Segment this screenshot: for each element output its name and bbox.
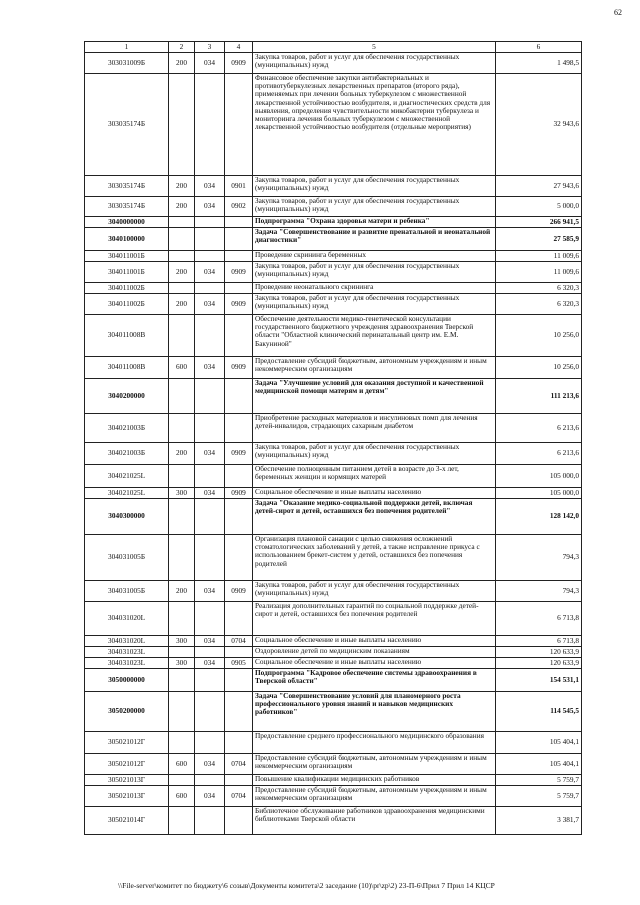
description-cell: Закупка товаров, работ и услуг для обеспечения государственных (муниципальных) нужд: [253, 176, 496, 197]
amount-cell: 6 213,6: [496, 443, 582, 465]
code-cell: 304021025L: [85, 488, 169, 499]
type-cell: [169, 465, 195, 488]
description-cell: Подпрограмма "Охрана здоровья матери и ребенка": [253, 217, 496, 228]
section-cell: [225, 379, 253, 414]
type-cell: [169, 283, 195, 294]
amount-cell: 27 943,6: [496, 176, 582, 197]
admin-cell: [195, 499, 225, 535]
section-cell: [225, 465, 253, 488]
amount-cell: 105 404,1: [496, 754, 582, 775]
description-cell: Предоставление субсидий бюджетным, автономным учреждениям и иным некоммерческим организациям: [253, 786, 496, 807]
type-cell: 200: [169, 176, 195, 197]
table-row: [85, 807, 582, 835]
type-cell: 200: [169, 53, 195, 74]
section-cell: [225, 732, 253, 754]
admin-cell: [195, 669, 225, 692]
type-cell: 600: [169, 754, 195, 775]
type-cell: [169, 414, 195, 443]
section-cell: [225, 775, 253, 786]
description-cell: Финансовое обеспечение закупки антибактериальных и противотуберкулезных лекарственных препаратов (второго ряда), применяемых при лечении больных туберкулезом с множественной лекарственной устойчивостью возбудителя, и диагностических средств для выявления, определения чувствительности микобактерии туберкулеза и мониторинга лечения больных туберкулезом с множественной лекарственной устойчивостью возбудителя (отдельные мероприятия): [253, 74, 496, 176]
admin-cell: 034: [195, 636, 225, 647]
table-row: [85, 465, 582, 488]
amount-cell: 5 759,7: [496, 786, 582, 807]
type-cell: 200: [169, 262, 195, 283]
admin-cell: [195, 74, 225, 176]
description-cell: Реализация дополнительных гарантий по социальной поддержке детей-сирот и детей, оставшихся без попечения родителей: [253, 602, 496, 636]
section-cell: 0909: [225, 488, 253, 499]
table-row: [85, 283, 582, 294]
type-cell: [169, 807, 195, 835]
type-cell: 200: [169, 443, 195, 465]
type-cell: [169, 379, 195, 414]
table-row: [85, 74, 582, 176]
section-cell: 0909: [225, 581, 253, 602]
section-cell: [225, 217, 253, 228]
table-row: [85, 379, 582, 414]
section-cell: [225, 807, 253, 835]
admin-cell: 034: [195, 357, 225, 379]
type-cell: [169, 647, 195, 658]
type-cell: [169, 74, 195, 176]
description-cell: Проведение скрининга беременных: [253, 251, 496, 262]
description-cell: Задача "Улучшение условий для оказания доступной и качественной медицинской помощи матерям и детям": [253, 379, 496, 414]
type-cell: [169, 692, 195, 732]
amount-cell: 794,3: [496, 581, 582, 602]
section-cell: 0909: [225, 443, 253, 465]
table-row: [85, 732, 582, 754]
budget-table: [84, 41, 582, 835]
table-row: [85, 692, 582, 732]
section-cell: [225, 315, 253, 357]
amount-cell: 3 381,7: [496, 807, 582, 835]
admin-cell: 034: [195, 443, 225, 465]
description-cell: Задача "Оказание медико-социальной поддержки детей, включая детей-сирот и детей, оставшихся без попечения родителей": [253, 499, 496, 535]
header-cell: 2: [169, 42, 195, 53]
amount-cell: 105 000,0: [496, 465, 582, 488]
code-cell: 305021013Г: [85, 786, 169, 807]
table-row: [85, 262, 582, 283]
section-cell: 0704: [225, 636, 253, 647]
code-cell: 304031023L: [85, 647, 169, 658]
code-cell: 305021012Г: [85, 732, 169, 754]
type-cell: 600: [169, 786, 195, 807]
page-number: 62: [614, 8, 622, 17]
file-path-footer: \\File-server\комитет по бюджету\6 созыв\Документы комитета\2 заседание (10)\pr\zp\2) 23-П-6\Прил 7 Прил 14 КЦСР: [118, 881, 495, 890]
amount-cell: 5 000,0: [496, 197, 582, 217]
admin-cell: [195, 775, 225, 786]
type-cell: [169, 228, 195, 251]
table-row: [85, 357, 582, 379]
table-row: [85, 658, 582, 669]
code-cell: 3040100000: [85, 228, 169, 251]
admin-cell: 034: [195, 581, 225, 602]
type-cell: [169, 669, 195, 692]
code-cell: 304021025L: [85, 465, 169, 488]
section-cell: 0905: [225, 658, 253, 669]
description-cell: Обеспечение деятельности медико-генетической консультации государственного бюджетного учреждения здравоохранения Тверской области "Областной клинический перинатальный центр им. Е.М. Бакуниной": [253, 315, 496, 357]
table-row: [85, 775, 582, 786]
description-cell: Закупка товаров, работ и услуг для обеспечения государственных (муниципальных) нужд: [253, 294, 496, 315]
admin-cell: 034: [195, 53, 225, 74]
table-row: [85, 602, 582, 636]
description-cell: Задача "Совершенствование условий для планомерного роста профессионального уровня знаний и навыков медицинских работников": [253, 692, 496, 732]
table-row: [85, 414, 582, 443]
table-row: [85, 315, 582, 357]
description-cell: Оздоровление детей по медицинским показаниям: [253, 647, 496, 658]
amount-cell: 266 941,5: [496, 217, 582, 228]
admin-cell: [195, 692, 225, 732]
amount-cell: 11 009,6: [496, 262, 582, 283]
table-row: [85, 786, 582, 807]
description-cell: Предоставление субсидий бюджетным, автономным учреждениям и иным некоммерческим организациям: [253, 357, 496, 379]
type-cell: [169, 732, 195, 754]
section-cell: 0704: [225, 786, 253, 807]
code-cell: 305021014Г: [85, 807, 169, 835]
description-cell: Закупка товаров, работ и услуг для обеспечения государственных (муниципальных) нужд: [253, 581, 496, 602]
admin-cell: 034: [195, 197, 225, 217]
type-cell: 200: [169, 197, 195, 217]
type-cell: [169, 535, 195, 581]
code-cell: 3040000000: [85, 217, 169, 228]
type-cell: 300: [169, 636, 195, 647]
amount-cell: 794,3: [496, 535, 582, 581]
admin-cell: [195, 465, 225, 488]
amount-cell: 111 213,6: [496, 379, 582, 414]
amount-cell: 114 545,5: [496, 692, 582, 732]
code-cell: 3040200000: [85, 379, 169, 414]
code-cell: 305021013Г: [85, 775, 169, 786]
description-cell: Закупка товаров, работ и услуг для обеспечения государственных (муниципальных) нужд: [253, 262, 496, 283]
section-cell: 0704: [225, 754, 253, 775]
description-cell: Предоставление субсидий бюджетным, автономным учреждениям и иным некоммерческим организациям: [253, 754, 496, 775]
type-cell: 300: [169, 488, 195, 499]
admin-cell: 034: [195, 488, 225, 499]
description-cell: Задача "Совершенствование и развитие пренатальной и неонатальной диагностики": [253, 228, 496, 251]
amount-cell: 1 498,5: [496, 53, 582, 74]
admin-cell: [195, 414, 225, 443]
amount-cell: 128 142,0: [496, 499, 582, 535]
admin-cell: 034: [195, 176, 225, 197]
section-cell: [225, 535, 253, 581]
section-cell: 0901: [225, 176, 253, 197]
section-cell: 0909: [225, 262, 253, 283]
description-cell: Проведение неонатального скрининга: [253, 283, 496, 294]
admin-cell: 034: [195, 754, 225, 775]
admin-cell: 034: [195, 294, 225, 315]
section-cell: 0909: [225, 357, 253, 379]
table-row: [85, 443, 582, 465]
admin-cell: [195, 807, 225, 835]
description-cell: Предоставление среднего профессионального медицинского образования: [253, 732, 496, 754]
type-cell: 600: [169, 357, 195, 379]
description-cell: Повышение квалификации медицинских работников: [253, 775, 496, 786]
header-cell: 6: [496, 42, 582, 53]
section-cell: [225, 647, 253, 658]
type-cell: [169, 315, 195, 357]
table-row: [85, 228, 582, 251]
code-cell: 304011001Б: [85, 251, 169, 262]
section-cell: [225, 283, 253, 294]
section-cell: [225, 74, 253, 176]
code-cell: 304021003Б: [85, 443, 169, 465]
table-row: [85, 535, 582, 581]
code-cell: 304011002Б: [85, 294, 169, 315]
amount-cell: 27 585,9: [496, 228, 582, 251]
code-cell: 303035174Б: [85, 176, 169, 197]
amount-cell: 5 759,7: [496, 775, 582, 786]
description-cell: Приобретение расходных материалов и инсулиновых помп для лечения детей-инвалидов, страдающих сахарным диабетом: [253, 414, 496, 443]
header-cell: 5: [253, 42, 496, 53]
header-cell: 4: [225, 42, 253, 53]
type-cell: 200: [169, 581, 195, 602]
admin-cell: [195, 379, 225, 414]
amount-cell: 120 633,9: [496, 647, 582, 658]
code-cell: 303035174Б: [85, 197, 169, 217]
table-row: [85, 217, 582, 228]
description-cell: Обеспечение полноценным питанием детей в возрасте до 3-х лет, беременных женщин и кормящих матерей: [253, 465, 496, 488]
description-cell: Социальное обеспечение и иные выплаты населению: [253, 658, 496, 669]
description-cell: Закупка товаров, работ и услуг для обеспечения государственных (муниципальных) нужд: [253, 53, 496, 74]
section-cell: 0909: [225, 53, 253, 74]
table-row: [85, 53, 582, 74]
table-body: [85, 53, 582, 835]
description-cell: Библиотечное обслуживание работников здравоохранения медицинскими библиотеками Тверской области: [253, 807, 496, 835]
admin-cell: 034: [195, 786, 225, 807]
type-cell: [169, 775, 195, 786]
table-header-row: [85, 42, 582, 53]
code-cell: 304021003Б: [85, 414, 169, 443]
code-cell: 304031020L: [85, 636, 169, 647]
section-cell: [225, 692, 253, 732]
code-cell: 303035174Б: [85, 74, 169, 176]
amount-cell: 6 213,6: [496, 414, 582, 443]
code-cell: 304011008В: [85, 315, 169, 357]
code-cell: 304031020L: [85, 602, 169, 636]
header-cell: 3: [195, 42, 225, 53]
table-row: [85, 636, 582, 647]
type-cell: 200: [169, 294, 195, 315]
amount-cell: 6 713,8: [496, 602, 582, 636]
code-cell: 305021012Г: [85, 754, 169, 775]
table-row: [85, 669, 582, 692]
type-cell: [169, 602, 195, 636]
code-cell: 303031009Б: [85, 53, 169, 74]
description-cell: Закупка товаров, работ и услуг для обеспечения государственных (муниципальных) нужд: [253, 443, 496, 465]
code-cell: 3050200000: [85, 692, 169, 732]
admin-cell: [195, 732, 225, 754]
table-row: [85, 754, 582, 775]
code-cell: 304011002Б: [85, 283, 169, 294]
description-cell: Закупка товаров, работ и услуг для обеспечения государственных (муниципальных) нужд: [253, 197, 496, 217]
table-row: [85, 488, 582, 499]
description-cell: Социальное обеспечение и иные выплаты населению: [253, 636, 496, 647]
description-cell: Подпрограмма "Кадровое обеспечение системы здравоохранения в Тверской области": [253, 669, 496, 692]
amount-cell: 6 713,8: [496, 636, 582, 647]
section-cell: [225, 228, 253, 251]
amount-cell: 6 320,3: [496, 283, 582, 294]
code-cell: 3050000000: [85, 669, 169, 692]
admin-cell: 034: [195, 658, 225, 669]
admin-cell: [195, 315, 225, 357]
section-cell: 0909: [225, 294, 253, 315]
description-cell: Организация плановой санации с целью снижения осложнений стоматологических заболеваний у детей, а также исправление прикуса с использованием брекет-систем у детей, оставшихся без попечения родителей: [253, 535, 496, 581]
type-cell: 300: [169, 658, 195, 669]
amount-cell: 105 404,1: [496, 732, 582, 754]
admin-cell: [195, 535, 225, 581]
table-row: [85, 176, 582, 197]
code-cell: 304011001Б: [85, 262, 169, 283]
section-cell: 0902: [225, 197, 253, 217]
code-cell: 304031005Б: [85, 535, 169, 581]
table-row: [85, 581, 582, 602]
code-cell: 304031023L: [85, 658, 169, 669]
amount-cell: 6 320,3: [496, 294, 582, 315]
section-cell: [225, 251, 253, 262]
amount-cell: 105 000,0: [496, 488, 582, 499]
section-cell: [225, 669, 253, 692]
table-row: [85, 197, 582, 217]
admin-cell: [195, 228, 225, 251]
section-cell: [225, 414, 253, 443]
code-cell: 304031005Б: [85, 581, 169, 602]
type-cell: [169, 251, 195, 262]
amount-cell: 120 633,9: [496, 658, 582, 669]
table-row: [85, 499, 582, 535]
admin-cell: [195, 217, 225, 228]
admin-cell: [195, 647, 225, 658]
amount-cell: 10 256,0: [496, 315, 582, 357]
code-cell: 3040300000: [85, 499, 169, 535]
table-row: [85, 647, 582, 658]
description-cell: Социальное обеспечение и иные выплаты населению: [253, 488, 496, 499]
admin-cell: [195, 283, 225, 294]
admin-cell: 034: [195, 262, 225, 283]
type-cell: [169, 499, 195, 535]
header-cell: 1: [85, 42, 169, 53]
table-row: [85, 294, 582, 315]
amount-cell: 32 943,6: [496, 74, 582, 176]
amount-cell: 10 256,0: [496, 357, 582, 379]
code-cell: 304011008В: [85, 357, 169, 379]
amount-cell: 154 531,1: [496, 669, 582, 692]
table-row: [85, 251, 582, 262]
admin-cell: [195, 602, 225, 636]
type-cell: [169, 217, 195, 228]
section-cell: [225, 499, 253, 535]
admin-cell: [195, 251, 225, 262]
amount-cell: 11 009,6: [496, 251, 582, 262]
section-cell: [225, 602, 253, 636]
